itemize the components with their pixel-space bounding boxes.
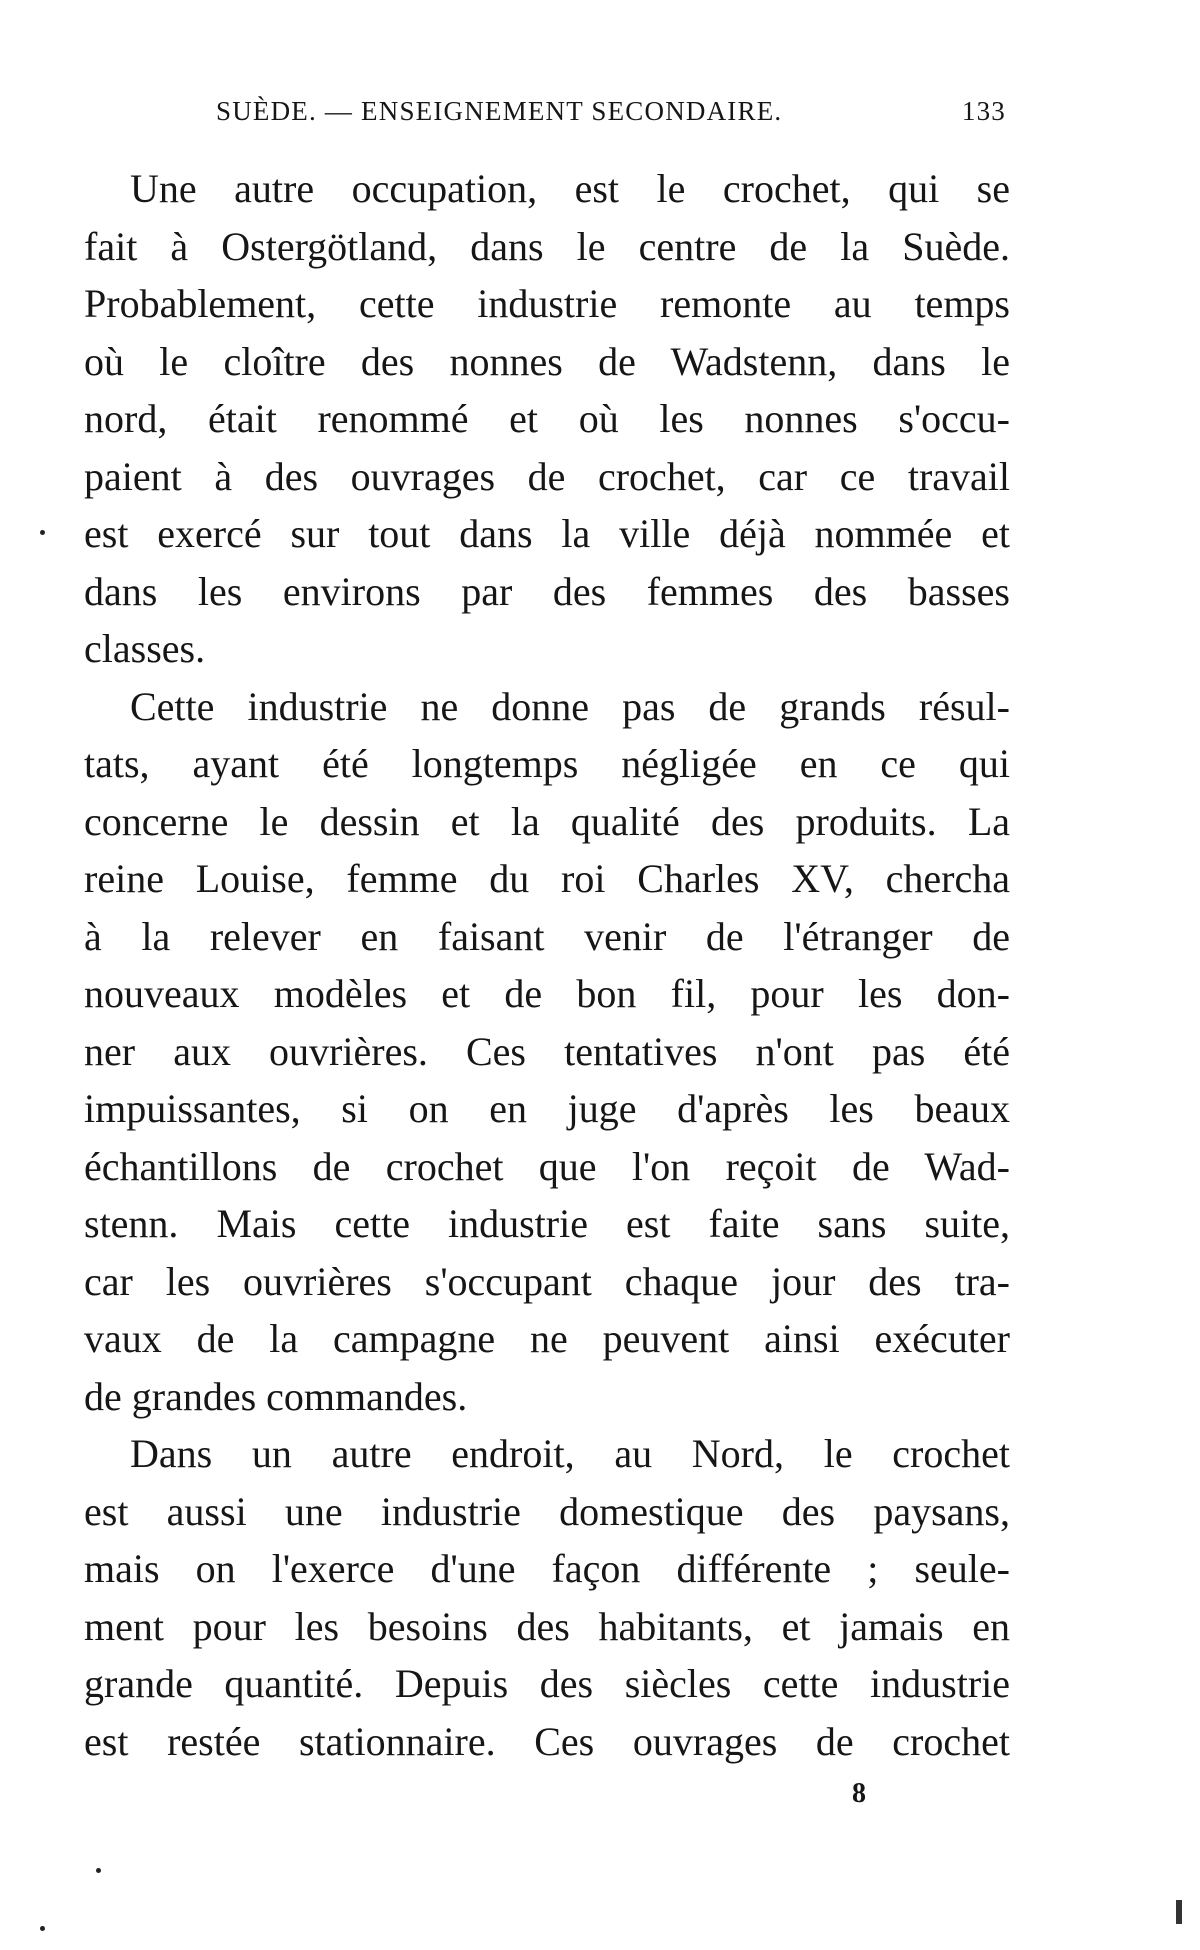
- running-head: [216, 96, 1006, 132]
- text-line: ment pour les besoins des habitants, et jamais en: [84, 1603, 1010, 1649]
- text-line: dans les environs par des femmes des basses: [84, 568, 1010, 614]
- text-line: stenn. Mais cette industrie est faite sans suite,: [84, 1201, 1010, 1246]
- text-line: grande quantité. Depuis des siècles cette industrie: [84, 1661, 1010, 1706]
- margin-dot: [40, 530, 45, 535]
- text-line: fait à Ostergötland, dans le centre de la Suède.: [84, 223, 1010, 269]
- edge-mark: [1176, 1900, 1182, 1924]
- text-line: ner aux ouvrières. Ces tentatives n'ont pas été: [84, 1028, 1010, 1074]
- text-line: reine Louise, femme du roi Charles XV, chercha: [84, 856, 1010, 901]
- margin-dot: [96, 1868, 101, 1873]
- text-line: échantillons de crochet que l'on reçoit de Wad-: [84, 1143, 1010, 1189]
- text-line: Dans un autre endroit, au Nord, le crochet: [130, 1431, 1010, 1476]
- text-line: nord, était renommé et où les nonnes s'occu-: [84, 396, 1010, 441]
- text-line: est aussi une industrie domestique des paysans,: [84, 1488, 1010, 1534]
- text-line: tats, ayant été longtemps négligée en ce qui: [84, 741, 1010, 786]
- text-line: est exercé sur tout dans la ville déjà nommée et: [84, 511, 1010, 556]
- text-line: où le cloître des nonnes de Wadstenn, dans le: [84, 338, 1010, 384]
- signature-mark: 8: [852, 1778, 866, 1809]
- text-line: Probablement, cette industrie remonte au temps: [84, 281, 1010, 326]
- text-line: impuissantes, si on en juge d'après les beaux: [84, 1086, 1010, 1131]
- text-line: vaux de la campagne ne peuvent ainsi exécuter: [84, 1316, 1010, 1361]
- text-line: est restée stationnaire. Ces ouvrages de crochet: [84, 1718, 1010, 1764]
- text-line: Cette industrie ne donne pas de grands résul-: [130, 683, 1010, 729]
- text-line: mais on l'exerce d'une façon différente ; seule-: [84, 1546, 1010, 1591]
- page-number: 133: [961, 96, 1006, 126]
- text-line: car les ouvrières s'occupant chaque jour des tra-: [84, 1258, 1010, 1304]
- text-line: à la relever en faisant venir de l'étranger de: [84, 913, 1010, 959]
- body-text: [84, 160, 1010, 1770]
- text-line: de grandes commandes.: [84, 1373, 468, 1419]
- text-line: nouveaux modèles et de bon fil, pour les don-: [84, 971, 1010, 1016]
- text-line: classes.: [84, 626, 206, 671]
- margin-dot: [40, 1926, 45, 1931]
- text-line: Une autre occupation, est le crochet, qui se: [130, 166, 1010, 211]
- running-title: SUÈDE. — ENSEIGNEMENT SECONDAIRE.: [216, 96, 783, 126]
- text-line: concerne le dessin et la qualité des produits. La: [84, 798, 1010, 844]
- text-line: paient à des ouvrages de crochet, car ce travail: [84, 453, 1010, 499]
